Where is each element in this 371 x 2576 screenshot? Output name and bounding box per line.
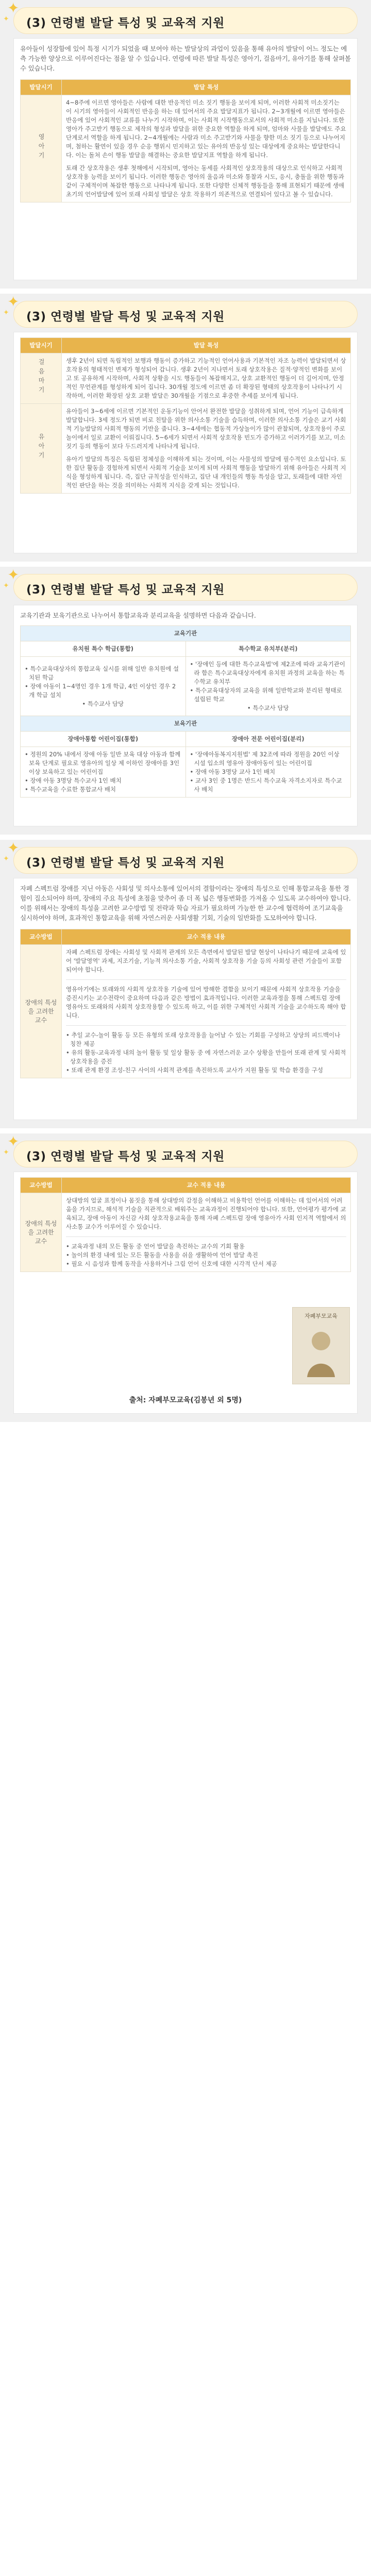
row-label (21, 95, 62, 202)
section-5 (0, 1133, 371, 1422)
sparkle-icon: ✦ (7, 839, 20, 856)
section-title-bar (13, 1141, 358, 1167)
list-item: • 특수교사 담당 (82, 700, 124, 707)
section-title: (3) 연령별 발달 특성 및 교육적 지원 (26, 856, 225, 870)
divider (66, 1025, 346, 1026)
intro-paragraph: 자폐 스펙트럼 장애를 지닌 아동은 사회성 및 의사소통에 있어서의 결함이라는 장애의 특성으로 인해 통합교육을 통한 경험이 집소되어야 하며, 장애의 주요 특성에 초점을 맞추어 좀 더 폭 넓은 행동변화를 가져올 수 있도록 교수하여야 합니다. 이를 위해서는 장애의 특성을 고려한 교수방법 및 전략과 학습 자료가 필요하며 가능한 한 교수에 협력하여 조기교육을 실시하여야 하며, 효과적인 통합교육을 위해 자연스러운 사회생활 기회, 기술의 일반화를 도모하여야 합니다. (20, 885, 351, 922)
sparkle-icon: ✦ (3, 582, 9, 590)
row-content: 생후 2년이 되면 독립적인 보행과 행동이 증가하고 기능적인 언어사용과 기본적인 자조 능력이 발달되면서 상호작용의 형태적인 변제가 형성되어 갑니다. 생후 2년이 지나면서 토래 상호작용은 질적·양적인 변화를 보이고 또 공유하게 시작하며, 사회적 상황을 시도 행동들이 복잡해지고, 상호 교환적인 행동이 더 길어지며, 안정적인 무언관계를 형성하게 되어 집니다. 30개월 정도에 이르면 좀 더 확장된 형태의 상호작용이 나타나기 시작하며, 이러한 확장된 상호 교환 발달은 30개월을 기점으로 후중한 추세를 보이게 됩니다. (62, 353, 351, 404)
kinder-int-content (21, 657, 186, 716)
list-item: • 특수교육대상자의 통합교육 실시를 위해 일반 유치원에 설치된 학급 (25, 665, 179, 681)
teaching-table (20, 1177, 351, 1272)
column-header: 교수 적용 내용 (62, 929, 351, 945)
day-sep-content (185, 747, 351, 798)
list-item: • 추일 교수-놀이 활동 등 모든 유형의 또래 상호작용을 늘어날 수 있는 기회를 구성하고 상당의 피드백이나 칭찬 제공 (66, 1031, 341, 1047)
sparkle-icon: ✦ (3, 855, 9, 863)
paragraph: 토래 간 상호작용은 생후 첫해에서 시작되며, 영아는 동세를 사회적인 상호작용의 대상으로 인식하고 사회적 상호작용 능력을 보이기 됩니다. 이러한 행동은 영아의 울음과 미소와 통찰과 시도, 응시, 충돌을 위한 행동과 같이 구체적이며 복잡한 행동으로 나타나게 됩니다. 또한 다양한 신체적 행동들을 통해 표현되기 때문에 생애 초기의 언어발달에 있어 또래 사회성 발달은 상호 작용하기 의존적으로 연결되어 있다고 볼 수 있습니다. (66, 164, 344, 198)
column-header: 교수방법 (21, 929, 62, 945)
list-item: • 필요 시 음성과 함께 동작을 사용하거나 그림 언어 신호에 대한 시각적 단서 제공 (66, 1260, 277, 1267)
paragraph: 영유아기에는 또래와의 사회적 상호작용 기술에 있어 방해한 결함을 보이기 때문에 사회적 상호작용 기술을 증진시키는 교수전략이 중요하며 다음과 같은 방법이 효과적입니다. 이러한 교육과정을 통해 스펙트럼 장애 영유아도 또래와의 사회적 상호작용할 수 있도록 하고, 이를 위한 구체적인 사회적 기술을 교수하도록 해야 합니다. (66, 986, 346, 1019)
section-4 (0, 840, 371, 1128)
section-title-bar (13, 574, 358, 601)
book-cover-image (292, 1307, 350, 1384)
list-item: • '장애인 등에 대한 특수교육법'에 제2조에 따라 교육기관이라 함은 특수교육대상자에게 유치원 과정의 교육을 하는 특수학교 유치부 (190, 660, 346, 685)
section-title-bar (13, 301, 358, 328)
day-int-header: 장애아통합 어린이집(통합) (21, 732, 186, 747)
sparkle-icon: ✦ (7, 293, 20, 310)
paragraph: 4~8주에 이르면 영아들은 사람에 대한 반응적인 미소 짓기 행동을 보이게 되며, 이러한 사회적 미소짓기는 이 시기의 영아들이 사회적인 반응을 하는 데 있어서의 주요 발달지표가 됩니다. 2~3개월에 이르면 영아들은 반응에 있어 사회적인 교류를 나누기 시작하며, 이는 사회적 시작행동으로서의 사회적 미소를 지닙니다. 또한 영아가 주고받기 행동으로 제작의 형성과 발달을 위한 중요한 역할을 하게 되며, 엄마와 사물을 발달에도 주요 단계로서 역할을 하게 됩니다. 2~4개월에는 사람과 미소 주고받기와 사물을 향한 미소 짓기 등으로 나누어지며, 첨하는 활연이 있을 경우 순응 행위시 민지하고 있는 유아의 반응성 있는 대상에게 중요하는 발달한다니다. 이는 돌쳐 손이 행동 발달을 해결하는 중요한 발달지표 역할을 하게 됩니다. (66, 99, 346, 159)
column-header: 발달시기 (21, 338, 62, 353)
paragraph: 유아기 발달의 특징은 독립된 정체성을 이해하게 되는 것이며, 이는 사물성의 발달에 필수적인 요소입니다. 토한 집단 활동을 경험하게 되면서 사회적 기술을 보이게 되며 사회적 행동을 발달하기 위해 유아들은 사회적 지식을 형성하게 됩니다. 즉, 집단 규칙성을 인식하고, 집단 내 개인들의 행동 특성을 알고, 토래들에 대한 자인적인 판단을 하는 것을 의미하는 사회적 지식을 갖게 되는 것입니다. (66, 455, 346, 489)
kinder-sep-header: 특수학교 유치부(분리) (185, 641, 351, 657)
list-item: • 장애 아동이 1~4명인 경우 1개 학급, 4인 이상인 경우 2개 학급 설치 (25, 682, 176, 699)
list-item: • 장애 아동 3명당 특수교사 1인 배치 (25, 777, 122, 784)
edu-header: 교육기관 (21, 626, 351, 641)
row-content (62, 945, 351, 1078)
sparkle-icon: ✦ (7, 1133, 20, 1150)
list-item: • 유의 활동-교육과정 내의 놀이 활동 및 일상 활동 중 에 자연스러운 교수 상황을 만들어 또래 관계 및 사회적 상호작용을 증진 (66, 1049, 346, 1065)
list-item: • 또래 관계 환경 조성-친구 사이의 사회적 관계를 촉진하도록 교사가 지원 활동 및 학습 환경을 구성 (66, 1066, 324, 1074)
kinder-sep-content (185, 657, 351, 716)
row-label-text: 걸음마기 (38, 359, 45, 396)
section-3 (0, 567, 371, 835)
day-sep-header: 장애아 전문 어린이집(분리) (185, 732, 351, 747)
divider (66, 979, 346, 980)
row-label: 장애의 특성을 고려한 교수 (21, 1193, 62, 1272)
teaching-table (20, 929, 351, 1078)
content-card (13, 878, 358, 1120)
kinder-int-header: 유치원 특수 학급(통합) (21, 641, 186, 657)
paragraph: 자폐 스펙트럼 장애는 사회성 및 사회적 관계의 모든 측면에서 발달된 발달 현상이 나타나기 때문에 교육에 있어 '발달영역' 과제, 지조기술, 기능적 의사소통 기술, 사회적 상호작용 기술 등의 사회성 관련 기술들이 포함되어야 합니다. (66, 948, 346, 973)
sparkle-icon: ✦ (7, 0, 20, 16)
section-title-bar (13, 847, 358, 874)
intro-paragraph: 유아들이 성장함에 있어 특정 시기가 되었을 때 보여야 하는 발달상의 과업이 있음을 통해 유아의 발달이 어느 정도는 예측 가능한 양상으로 이루어진다는 점을 알 수 있습니다. 연령에 따른 발달 특성은 영아기, 걸음마기, 유아기를 통해 살펴볼 수 있습니다. (20, 45, 351, 72)
development-table (20, 337, 351, 494)
row-content (62, 1193, 351, 1272)
row-label (21, 353, 62, 404)
section-title: (3) 연령별 발달 특성 및 교육적 지원 (26, 310, 225, 324)
column-header: 발달 특성 (62, 80, 351, 95)
sparkle-icon: ✦ (7, 566, 20, 583)
column-header: 교수방법 (21, 1178, 62, 1193)
sparkle-icon: ✦ (3, 309, 9, 317)
intro-paragraph: 교육기관과 보육기관으로 나누어서 통합교육과 분리교육을 설명하면 다음과 같습니다. (20, 612, 256, 619)
list-item: • '장애아동복지지원법' 제 32조에 따라 정원을 20인 이상 시설 입소의 영유아 장애아동이 있는 어린이집 (190, 751, 340, 767)
section-title: (3) 연령별 발달 특성 및 교육적 지원 (26, 16, 225, 30)
list-item: • 특수교육대상자의 교육을 위해 일반학교와 분리된 형태로 설립된 학교 (190, 687, 342, 703)
section-1 (0, 0, 371, 289)
development-table (20, 79, 351, 202)
column-header: 발달시기 (21, 80, 62, 95)
divider (66, 1236, 346, 1237)
book-illustration (297, 1323, 345, 1380)
section-title: (3) 연령별 발달 특성 및 교육적 지원 (26, 583, 225, 597)
content-card (13, 332, 358, 553)
section-title: (3) 연령별 발달 특성 및 교육적 지원 (26, 1150, 225, 1163)
content-card (13, 605, 358, 826)
list-item: • 장애 아동 3명당 교사 1인 배치 (190, 768, 276, 775)
column-header: 교수 적용 내용 (62, 1178, 351, 1193)
sparkle-icon: ✦ (3, 15, 9, 23)
section-title-bar (13, 7, 358, 34)
row-label: 장애의 특성을 고려한 교수 (21, 945, 62, 1078)
row-content (62, 404, 351, 494)
row-content (62, 95, 351, 202)
source-caption: 출처: 자폐부모교육(김봉년 외 5명) (129, 1396, 242, 1404)
column-header: 발달 특성 (62, 338, 351, 353)
list-item: • 정원의 20% 내에서 장애 아동 일반 보육 대상 아동과 함께 보육 단계로 필요로 영유아의 일상 제 이하인 장애아를 3인 이상 보육하고 있는 어린이집 (25, 751, 181, 775)
paragraph: 유아들이 3~6세에 이르면 기본적인 운동기능이 안어서 완전한 발달을 성취하게 되며, 언어 기능이 급속하게 발달합니다. 3세 정도가 되면 비로 친탈을 위한 의사소통 기술을 습득하며, 이러한 의사소통 기술은 교기 사회적 기능발달의 사회적 행동의 기반을 줍니다. 3~4세에는 협동적 가상놀이가 많이 관찰되며, 상호작용이 주로 놀이에서 일로 교환이 이뤄집니다. 5~6세가 되면서 사회적 상호작용 빈도가 증가하고 이러가기를 보고, 미소 짓기 등의 행동이 보다 두드러지게 나타나게 됩니다. (66, 408, 346, 450)
row-label-text: 유아기 (38, 433, 45, 461)
list-item: • 교사 3인 중 1명은 반드시 특수교육 자격소지자로 특수교사 배치 (190, 777, 342, 793)
paragraph: 상대방의 얼굴 표정이나 몸짓을 통해 상대방의 감정을 이해하고 비용학인 언어를 이해하는 데 있어서의 어려움을 가지므로, 해석적 기술을 직관적으로 배워주는 교육과정이 진행되어야 합니다. 또한, 언어평가 평가에 교육되고, 장애 아동이 자신감 사회 상호작용교육을 통해 자폐 스펙트럼 장애 영유아가 사회 인지적 역할에서 의사소통 교수가 이루어질 수 있습니다. (66, 1197, 346, 1230)
book-cover-title: 자폐부모교육 (305, 1313, 338, 1319)
list-item: • 특수교사 담당 (247, 704, 289, 711)
section-2 (0, 294, 371, 562)
sparkle-icon: ✦ (3, 1148, 9, 1157)
day-int-content (21, 747, 186, 798)
row-label-text: 영아기 (38, 133, 45, 161)
list-item: • 교육과정 내의 모든 활동 중 언어 발달을 촉진하는 교수의 기회 활용 (66, 1243, 245, 1250)
list-item: • 놀이의 환경 내에 있는 모든 활동을 사용을 쉬을 생활하여 언어 발달 촉진 (66, 1251, 258, 1259)
list-item: • 특수교육을 수료한 통합교사 배치 (25, 786, 116, 793)
institution-table (20, 625, 351, 798)
care-header: 보육기관 (21, 716, 351, 732)
content-card (13, 38, 358, 280)
content-card (13, 1172, 358, 1414)
row-label (21, 404, 62, 494)
